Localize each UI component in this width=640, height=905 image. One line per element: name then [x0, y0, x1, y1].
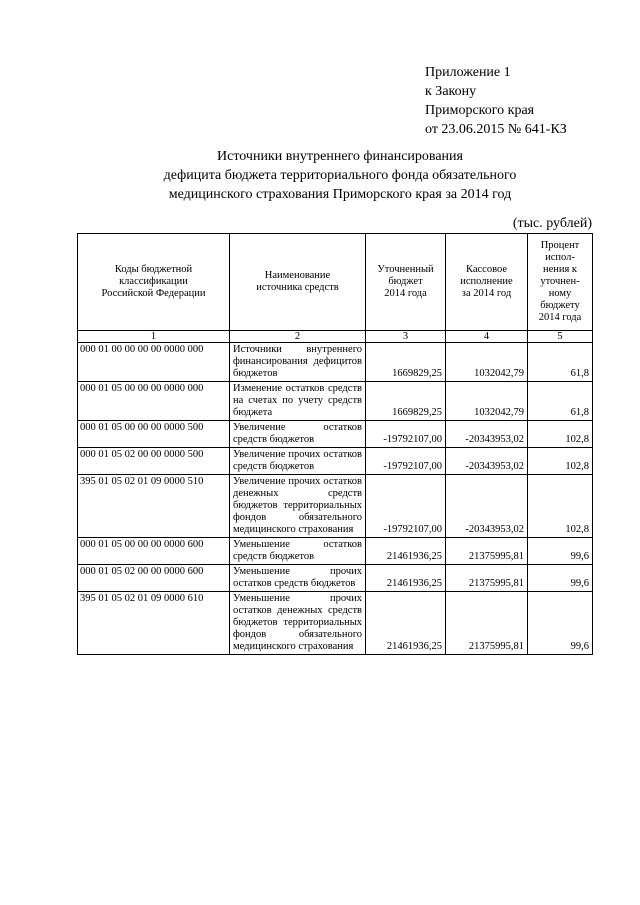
source-name-cell: Увеличение прочих остатков средств бюджетов — [230, 448, 366, 475]
budget-code-cell: 395 01 05 02 01 09 0000 510 — [78, 475, 230, 538]
revised-budget-cell: 1669829,25 — [366, 382, 446, 421]
execution-percent-cell: 99,6 — [528, 592, 593, 655]
header-revised-budget: Уточненный бюджет 2014 года — [366, 234, 446, 331]
table-row — [78, 343, 593, 382]
budget-code-cell: 000 01 05 00 00 00 0000 000 — [78, 382, 230, 421]
table-row — [78, 448, 593, 475]
financing-sources-table — [77, 233, 593, 655]
appendix-line: от 23.06.2015 № 641-КЗ — [425, 122, 567, 137]
execution-percent-cell: 102,8 — [528, 475, 593, 538]
table-row — [78, 475, 593, 538]
budget-code-cell: 000 01 05 02 00 00 0000 600 — [78, 565, 230, 592]
cash-execution-cell: 1032042,79 — [446, 382, 528, 421]
table-header-row — [78, 234, 593, 331]
budget-code-cell: 000 01 05 00 00 00 0000 500 — [78, 421, 230, 448]
execution-percent-cell: 102,8 — [528, 448, 593, 475]
cash-execution-cell: -20343953,02 — [446, 475, 528, 538]
header-execution-percent: Процент испол- нения к уточнен- ному бюджету 2014 года — [528, 234, 593, 331]
source-name-cell: Уменьшение прочих остатков средств бюджетов — [230, 565, 366, 592]
source-name-cell: Изменение остатков средств на счетах по учету средств бюджета — [230, 382, 366, 421]
budget-code-cell: 000 01 00 00 00 00 0000 000 — [78, 343, 230, 382]
cash-execution-cell: 21375995,81 — [446, 538, 528, 565]
table-row — [78, 538, 593, 565]
header-source-name: Наименование источника средств — [230, 234, 366, 331]
column-number: 3 — [366, 331, 446, 343]
column-number-row — [78, 331, 593, 343]
execution-percent-cell: 99,6 — [528, 565, 593, 592]
appendix-line: Приложение 1 — [425, 65, 511, 80]
document-title — [80, 147, 600, 204]
appendix-line: к Закону — [425, 84, 477, 99]
cash-execution-cell: 21375995,81 — [446, 592, 528, 655]
header-cash-execution: Кассовое исполнение за 2014 год — [446, 234, 528, 331]
units-label: (тыс. рублей) — [512, 216, 592, 231]
table-row — [78, 592, 593, 655]
table-row — [78, 421, 593, 448]
revised-budget-cell: -19792107,00 — [366, 475, 446, 538]
table-row — [78, 565, 593, 592]
appendix-reference — [425, 63, 567, 139]
source-name-cell: Источники внутреннего финансирования дефицитов бюджетов — [230, 343, 366, 382]
column-number: 1 — [78, 331, 230, 343]
source-name-cell: Увеличение остатков средств бюджетов — [230, 421, 366, 448]
header-codes: Коды бюджетной классификации Российской Федерации — [78, 234, 230, 331]
title-line: медицинского страхования Приморского края за 2014 год — [168, 187, 512, 202]
cash-execution-cell: 1032042,79 — [446, 343, 528, 382]
column-number: 2 — [230, 331, 366, 343]
budget-code-cell: 000 01 05 02 00 00 0000 500 — [78, 448, 230, 475]
title-line: дефицита бюджета территориального фонда обязательного — [163, 168, 517, 183]
source-name-cell: Уменьшение прочих остатков денежных средств бюджетов территориальных фондов обязательного медицинского страхования — [230, 592, 366, 655]
revised-budget-cell: 21461936,25 — [366, 538, 446, 565]
table-row — [78, 382, 593, 421]
cash-execution-cell: -20343953,02 — [446, 421, 528, 448]
column-number: 4 — [446, 331, 528, 343]
revised-budget-cell: 21461936,25 — [366, 592, 446, 655]
execution-percent-cell: 102,8 — [528, 421, 593, 448]
budget-code-cell: 395 01 05 02 01 09 0000 610 — [78, 592, 230, 655]
revised-budget-cell: 1669829,25 — [366, 343, 446, 382]
column-number: 5 — [528, 331, 593, 343]
appendix-line: Приморского края — [425, 103, 535, 118]
source-name-cell: Увеличение прочих остатков денежных средств бюджетов территориальных фондов обязательного медицинского страхования — [230, 475, 366, 538]
revised-budget-cell: 21461936,25 — [366, 565, 446, 592]
revised-budget-cell: -19792107,00 — [366, 421, 446, 448]
execution-percent-cell: 61,8 — [528, 382, 593, 421]
source-name-cell: Уменьшение остатков средств бюджетов — [230, 538, 366, 565]
revised-budget-cell: -19792107,00 — [366, 448, 446, 475]
execution-percent-cell: 99,6 — [528, 538, 593, 565]
cash-execution-cell: -20343953,02 — [446, 448, 528, 475]
execution-percent-cell: 61,8 — [528, 343, 593, 382]
cash-execution-cell: 21375995,81 — [446, 565, 528, 592]
budget-code-cell: 000 01 05 00 00 00 0000 600 — [78, 538, 230, 565]
title-line: Источники внутреннего финансирования — [217, 149, 463, 164]
